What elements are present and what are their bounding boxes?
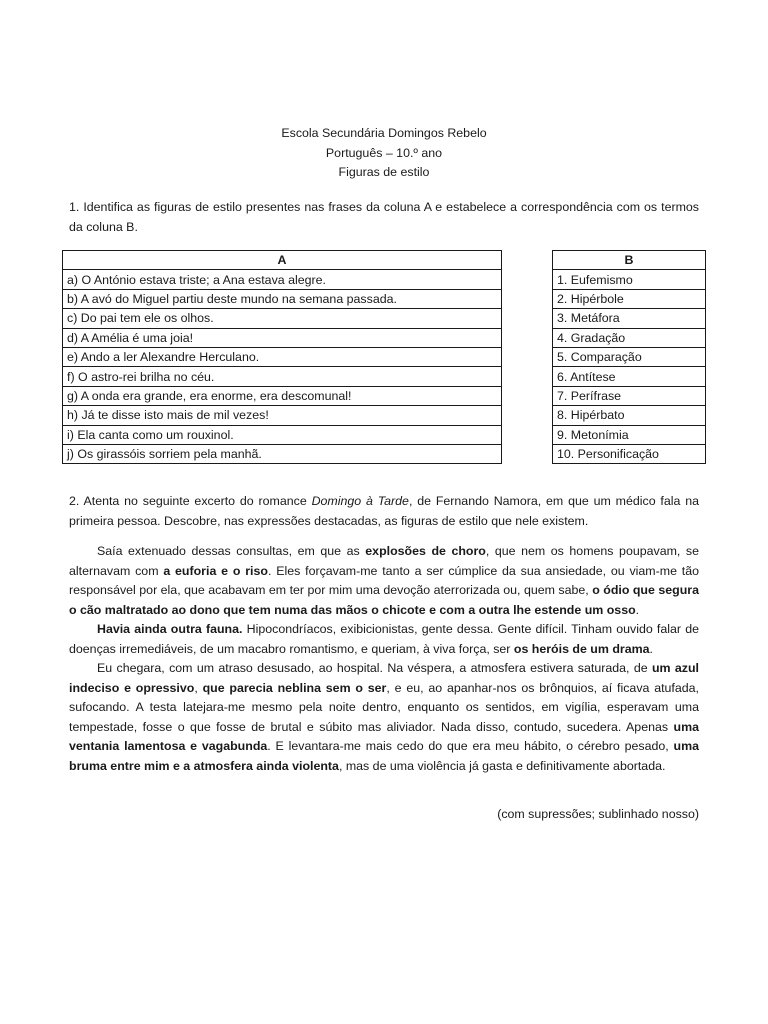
highlighted-expression: uma ventania lamentosa e vagabunda (69, 719, 699, 753)
column-a-cell: b) A avó do Miguel partiu deste mundo na semana passada. (63, 289, 502, 308)
excerpt-text: Saía extenuado dessas consultas, em que as (97, 544, 366, 558)
highlighted-expression: explosões de choro (365, 544, 486, 558)
column-b-cell: 4. Gradação (553, 328, 706, 347)
table-row (63, 309, 502, 328)
column-a-cell: a) O António estava triste; a Ana estava alegre. (63, 270, 502, 289)
excerpt-text: . (649, 641, 653, 656)
column-b-cell: 1. Eufemismo (553, 270, 706, 289)
column-a-cell: h) Já te disse isto mais de mil vezes! (63, 406, 502, 425)
highlighted-expression: Havia ainda outra fauna. (97, 622, 243, 636)
excerpt-paragraph-1 (69, 542, 699, 620)
subject-line: Português – 10.º ano (325, 145, 443, 160)
column-a-cell: g) A onda era grande, era enorme, era descomunal! (63, 386, 502, 405)
highlighted-expression: uma bruma entre mim e a atmosfera ainda violenta (69, 739, 700, 773)
table-header-row (63, 251, 502, 270)
table-row (63, 289, 502, 308)
question-2-rest: , de Fernando Namora, em que um médico fala na primeira pessoa. Descobre, nas expressões destacadas, as figuras de estilo que nele existem. (69, 494, 700, 528)
highlighted-expression: um azul indeciso e opressivo (69, 661, 699, 695)
table-row (553, 289, 706, 308)
excerpt-text: Hipocondríacos, exibicionistas, gente dessa. Gente difícil. Tinham ouvido falar de doenças irremediáveis, de um macabro romantismo, e queriam, à viva força, ser (69, 622, 699, 656)
table-row (553, 425, 706, 444)
question-2-intro: 2. Atenta no seguinte excerto do romance (69, 494, 312, 508)
excerpt-text: , mas de uma violência já gasta e definitivamente abortada. (338, 758, 666, 773)
novel-excerpt (69, 542, 699, 776)
topic-title: Figuras de estilo (338, 165, 430, 179)
column-b-cell: 2. Hipérbole (553, 289, 706, 308)
excerpt-text: , e eu, ao apanhar-nos os brônquios, aí ficava atufada, sufocando. A testa latejara-me mesmo pela noite dentro, enquanto os sentidos, em vigília, esperavam uma tempestade, fosse o que fosse de brutal e súbito mas aliviador. Nada disso, contudo, sucedera. Apenas (69, 680, 699, 734)
table-row (63, 406, 502, 425)
highlighted-expression: o ódio que segura o cão maltratado ao dono que tem numa das mãos o chicote e com a outra lhe estende um osso (69, 583, 699, 617)
table-row (553, 309, 706, 328)
table-row (63, 386, 502, 405)
excerpt-text: Eu chegara, com um atraso desusado, ao hospital. Na véspera, a atmosfera estivera saturada, de (97, 661, 652, 675)
table-row (553, 406, 706, 425)
novel-title: Domingo à Tarde (311, 494, 409, 508)
column-a-cell: e) Ando a ler Alexandre Herculano. (63, 347, 502, 366)
column-a-cell: i) Ela canta como um rouxinol. (63, 425, 502, 444)
column-b-cell: 5. Comparação (553, 347, 706, 366)
excerpt-text: , que nem os homens poupavam, se alternavam com (69, 544, 700, 578)
column-b-cell: 3. Metáfora (553, 309, 706, 328)
table-row (553, 270, 706, 289)
question-1: 1. Identifica as figuras de estilo presentes nas frases da coluna A e estabelece a correspondência com os termos da coluna B. (69, 200, 699, 234)
highlighted-expression: os heróis de um drama (513, 641, 650, 656)
column-b-cell: 10. Personificação (553, 444, 706, 463)
column-b-cell: 7. Perífrase (553, 386, 706, 405)
table-row (63, 347, 502, 366)
column-b-header: B (553, 251, 706, 270)
column-a-cell: c) Do pai tem ele os olhos. (63, 309, 502, 328)
excerpt-paragraph-2 (69, 620, 699, 659)
table-row (553, 444, 706, 463)
school-name: Escola Secundária Domingos Rebelo (281, 126, 487, 140)
table-row (63, 270, 502, 289)
document-header (0, 124, 768, 183)
column-b-cell: 9. Metonímia (553, 425, 706, 444)
table-row (553, 347, 706, 366)
highlighted-expression: que parecia neblina sem o ser (202, 680, 387, 695)
table-row (63, 444, 502, 463)
table-row (553, 328, 706, 347)
highlighted-expression: a euforia e o riso (163, 563, 268, 578)
excerpt-text: . Eles forçavam-me tanto a ser cúmplice da sua ansiedade, ou viam-me tão responsável por ela, que acabavam em ter por mim uma devoção aterrorizada ou, quem sabe, (69, 563, 699, 597)
column-a-cell: d) A Amélia é uma joia! (63, 328, 502, 347)
column-b-cell: 8. Hipérbato (553, 406, 706, 425)
excerpt-text: . (635, 602, 640, 617)
column-a-cell: f) O astro-rei brilha no céu. (63, 367, 502, 386)
excerpt-text: . E levantara-me mais cedo do que era meu hábito, o cérebro pesado, (267, 739, 674, 753)
excerpt-text: , (194, 680, 203, 695)
table-row (553, 386, 706, 405)
column-a-cell: j) Os girassóis sorriem pela manhã. (63, 444, 502, 463)
table-row (553, 367, 706, 386)
table-row (63, 367, 502, 386)
column-b-cell: 6. Antítese (553, 367, 706, 386)
question-2 (69, 492, 699, 531)
table-row (63, 328, 502, 347)
table-header-row (553, 251, 706, 270)
column-a-table (62, 250, 502, 464)
column-b-table (552, 250, 706, 464)
column-a-header: A (63, 251, 502, 270)
source-note: (com supressões; sublinhado nosso) (497, 807, 699, 821)
excerpt-paragraph-3 (69, 659, 699, 776)
table-row (63, 425, 502, 444)
